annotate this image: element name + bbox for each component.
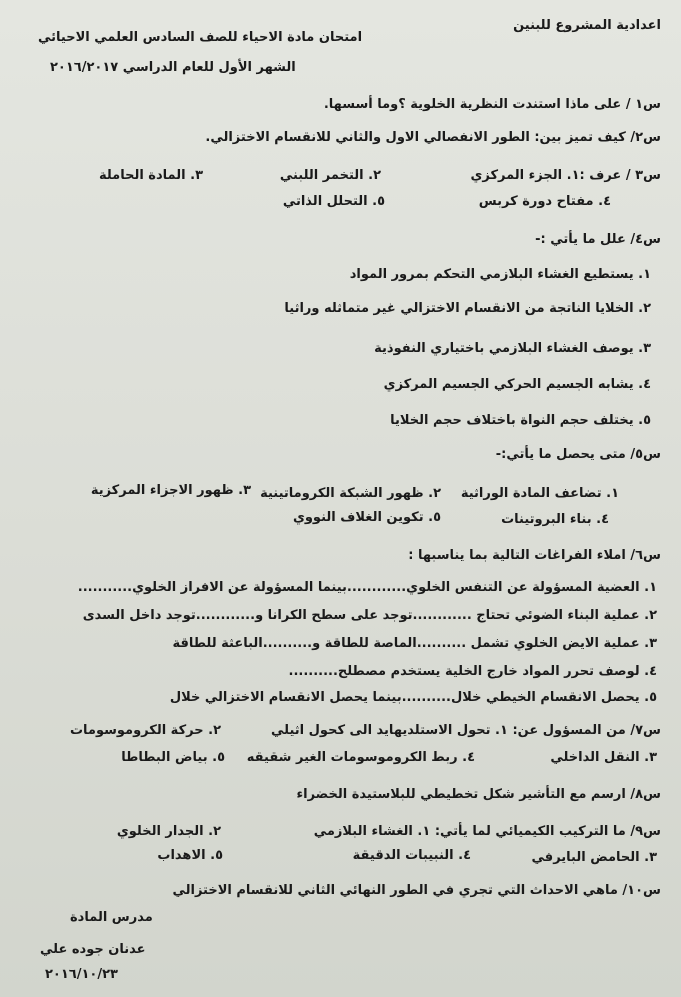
q7-item-4: ٤. ربط الكروموسومات الغير شقيقه bbox=[246, 750, 475, 765]
q7-item-5: ٥. بياض البطاطا bbox=[121, 750, 225, 765]
q6-item-1: ١. العضية المسؤولة عن التنفس الخلوي............بينما المسؤولة عن الافراز الخلوي........... bbox=[77, 580, 657, 595]
teacher-name: عدنان جوده علي bbox=[40, 942, 146, 957]
q5-item-3: ٣. ظهور الاجزاء المركزية bbox=[90, 483, 251, 498]
q4-item-4: ٤. يشابه الجسيم الحركي الجسيم المركزي bbox=[383, 377, 651, 392]
question-4: س٤/ علل ما يأتي :- bbox=[535, 232, 661, 247]
q9-item-2: ٢. الجدار الخلوي bbox=[116, 824, 221, 839]
q5-item-2: ٢. ظهور الشبكة الكروماتينية bbox=[260, 486, 441, 501]
q3-item-5: ٥. التحلل الذاتي bbox=[282, 194, 385, 209]
question-7: س٧/ من المسؤول عن: ١. تحول الاستلديهايد الى كحول اثيلي bbox=[271, 723, 661, 738]
exam-title: امتحان مادة الاحياء للصف السادس العلمي الاحيائي bbox=[38, 30, 363, 45]
question-2: س٢/ كيف تميز بين: الطور الانفصالي الاول والثاني للانقسام الاختزالي. bbox=[205, 130, 661, 145]
q3-item-2: ٢. التخمر اللبني bbox=[279, 168, 381, 183]
exam-date: الشهر الأول للعام الدراسي ٢٠١٦/٢٠١٧ bbox=[50, 60, 296, 75]
q5-item-1: ١. تضاعف المادة الوراثية bbox=[460, 486, 619, 501]
q4-item-3: ٣. يوصف الغشاء البلازمي باختياري النفوذية bbox=[374, 341, 651, 356]
question-1: س١ / على ماذا استندت النظرية الخلوية ؟وما أسسها. bbox=[323, 97, 661, 112]
question-5: س٥/ متى يحصل ما يأتي:- bbox=[495, 447, 661, 462]
q3-item-4: ٤. مفتاح دورة كربس bbox=[478, 194, 611, 209]
q6-item-2: ٢. عملية البناء الضوئي تحتاج ............توجد على سطح الكرانا و............توجد داخل السدى bbox=[82, 608, 657, 623]
q5-item-4: ٤. بناء البروتينات bbox=[501, 512, 609, 527]
question-3: س٣ / عرف :١. الجزء المركزي bbox=[470, 168, 661, 183]
q4-item-2: ٢. الخلايا الناتجة من الانقسام الاختزالي غير متماثله وراثيا bbox=[284, 301, 651, 316]
q9-item-5: ٥. الاهداب bbox=[157, 848, 223, 863]
q9-item-3: ٣. الحامض البايرفي bbox=[531, 850, 657, 865]
school-name: اعدادية المشروع للبنين bbox=[513, 18, 661, 33]
q6-item-5: ٥. يحصل الانقسام الخيطي خلال..........بينما يحصل الانقسام الاختزالي خلال bbox=[169, 690, 657, 705]
q4-item-5: ٥. يختلف حجم النواة باختلاف حجم الخلايا bbox=[390, 413, 651, 428]
q9-item-4: ٤. النبيبات الدقيقة bbox=[352, 848, 471, 863]
q6-item-4: ٤. لوصف تحرر المواد خارج الخلية يستخدم مصطلح.......... bbox=[288, 664, 657, 679]
q3-item-3: ٣. المادة الحاملة bbox=[98, 168, 203, 183]
question-6: س٦/ املاء الفراغات التالية بما يناسبها : bbox=[408, 548, 661, 563]
question-10: س١٠/ ماهي الاحداث التي تجري في الطور النهائي الثاني للانقسام الاختزالي bbox=[172, 883, 661, 898]
q4-item-1: ١. يستطيع الغشاء البلازمي التحكم بمرور المواد bbox=[349, 267, 651, 282]
question-9: س٩/ ما التركيب الكيميائي لما يأتي: ١. الغشاء البلازمي bbox=[313, 824, 661, 839]
q7-item-3: ٣. النقل الداخلي bbox=[550, 750, 657, 765]
q6-item-3: ٣. عملية الايض الخلوي تشمل ..........الماصة للطاقة و..........الباعثة للطاقة bbox=[172, 636, 657, 651]
question-8: س٨/ ارسم مع التأشير شكل تخطيطي للبلاستيدة الخضراء bbox=[296, 787, 661, 802]
teacher-role: مدرس المادة bbox=[70, 910, 153, 925]
q7-item-2: ٢. حركة الكروموسومات bbox=[69, 723, 221, 738]
q5-item-5: ٥. تكوين الغلاف النووي bbox=[292, 510, 441, 525]
signature-date: ٢٠١٦/١٠/٢٣ bbox=[45, 967, 118, 982]
